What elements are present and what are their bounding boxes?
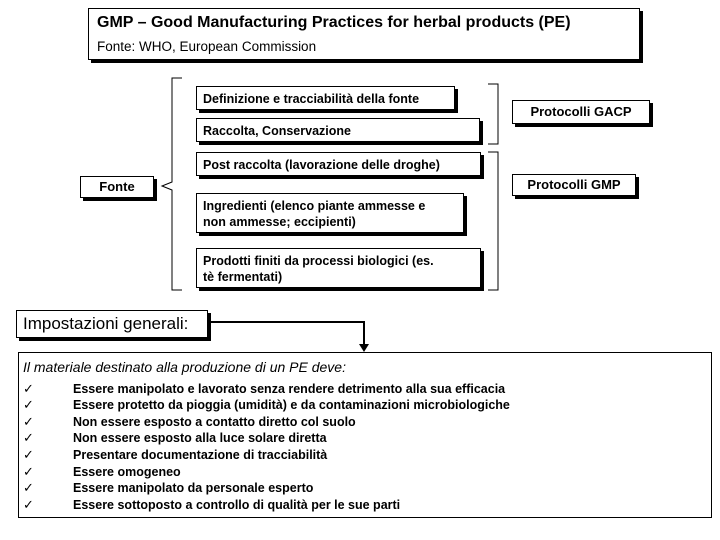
- protocol-gacp-label: Protocolli GACP: [530, 104, 632, 119]
- step-label: Post raccolta (lavorazione delle droghe): [203, 158, 440, 172]
- requirement-text: Presentare documentazione di tracciabilità: [73, 448, 328, 462]
- check-icon: ✓: [23, 480, 34, 495]
- step-label: Definizione e tracciabilità della fonte: [203, 92, 420, 106]
- heading-arrow-head: [359, 344, 369, 352]
- general-settings-heading: Impostazioni generali:: [23, 314, 189, 333]
- gmp-bracket: [488, 152, 498, 290]
- gacp-bracket: [488, 84, 498, 144]
- requirement-text: Essere manipolato da personale esperto: [73, 481, 314, 495]
- heading-arrow-line: [211, 322, 364, 346]
- page-title: GMP – Good Manufacturing Practices for herbal products (PE): [97, 14, 571, 31]
- step-definizione: [196, 86, 455, 110]
- requirement-item: [19, 397, 699, 413]
- check-icon: ✓: [23, 464, 34, 479]
- requirement-text: Essere protetto da pioggia (umidità) e da contaminazioni microbiologiche: [73, 398, 510, 412]
- requirement-text: Non essere esposto alla luce solare diretta: [73, 431, 327, 445]
- requirement-text: Essere sottoposto a controllo di qualità per le sue parti: [73, 498, 401, 512]
- step-post-raccolta: [196, 152, 481, 176]
- general-settings-box: [16, 310, 208, 338]
- check-icon: ✓: [23, 397, 34, 412]
- check-icon: ✓: [23, 447, 34, 462]
- requirement-text: Non essere esposto a contatto diretto col suolo: [73, 415, 356, 429]
- title-source: Fonte: WHO, European Commission: [97, 39, 317, 54]
- check-icon: ✓: [23, 430, 34, 445]
- fonte-box: [80, 176, 154, 198]
- title-box: [88, 8, 640, 60]
- protocol-gmp-label: Protocolli GMP: [527, 177, 621, 192]
- requirement-item: [19, 447, 699, 463]
- requirement-item: [19, 464, 699, 480]
- step-label-line2: tè fermentati): [203, 270, 283, 284]
- step-prodotti-finiti: [196, 248, 481, 288]
- protocol-gmp-box: [512, 174, 636, 196]
- requirement-item: [19, 497, 699, 513]
- step-raccolta: [196, 118, 480, 142]
- requirements-box: [18, 352, 712, 518]
- left-brace: [162, 78, 182, 290]
- requirement-item: [19, 414, 699, 430]
- fonte-label: Fonte: [99, 179, 135, 194]
- protocol-gacp-box: [512, 100, 650, 124]
- step-label: Ingredienti (elenco piante ammesse e: [203, 199, 426, 213]
- step-label: Raccolta, Conservazione: [203, 124, 351, 138]
- requirement-item: [19, 480, 699, 496]
- requirement-item: [19, 381, 699, 397]
- requirements-intro: Il materiale destinato alla produzione di un PE deve:: [23, 359, 346, 375]
- check-icon: ✓: [23, 381, 34, 396]
- check-icon: ✓: [23, 497, 34, 512]
- requirement-text: Essere manipolato e lavorato senza rendere detrimento alla sua efficacia: [73, 382, 506, 396]
- requirement-text: Essere omogeneo: [73, 465, 181, 479]
- step-label-line2: non ammesse; eccipienti): [203, 215, 356, 229]
- step-ingredienti: [196, 193, 464, 233]
- check-icon: ✓: [23, 414, 34, 429]
- requirement-item: [19, 430, 699, 446]
- step-label: Prodotti finiti da processi biologici (es.: [203, 254, 434, 268]
